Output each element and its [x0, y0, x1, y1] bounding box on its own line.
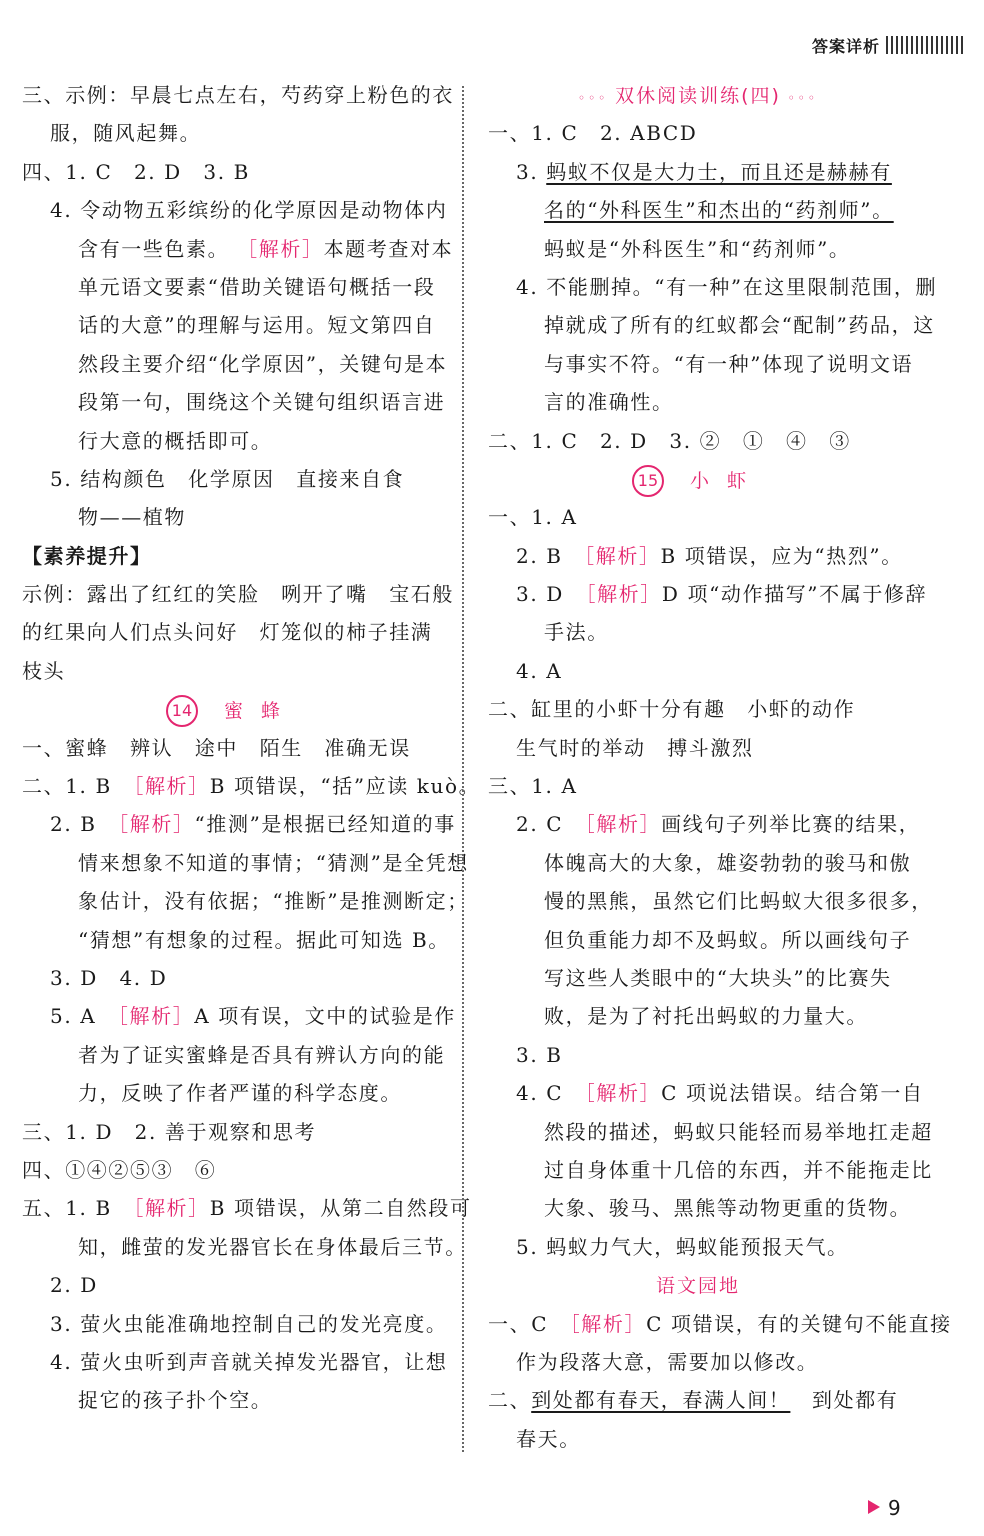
answer-line: 二、1. C 2. D 3. ② ① ④ ③ [488, 428, 851, 453]
answer-line: 3. 萤火虫能准确地控制自己的发光亮度。 [50, 1311, 448, 1336]
answer-line: 服，随风起舞。 [50, 121, 202, 146]
header-label: 答案详析 [811, 37, 880, 56]
answer-line: 四、①④②⑤③ ⑥ [22, 1157, 217, 1182]
answer-line: 生气时的举动 搏斗激烈 [516, 735, 754, 760]
text-segment: 本题考查对本 [323, 236, 454, 261]
answer-line: 情来想象不知道的事情；“猜测”是全凭想 [78, 850, 469, 875]
lesson-title: 蜜蜂 [223, 700, 298, 723]
answer-line: “猜想”有想象的过程。据此可知选 B。 [78, 927, 450, 952]
answer-line: 然段主要介绍“化学原因”，关键句是本 [78, 351, 448, 376]
answer-line: 者为了证实蜜蜂是否具有辨认方向的能 [78, 1042, 446, 1067]
text-segment: 二、 [488, 1388, 532, 1413]
lesson-number-badge: 14 [166, 695, 198, 727]
analysis-tag: ［解析］ [237, 236, 324, 261]
underlined-text: 名的“外科医生”和杰出的“药剂师”。 [544, 198, 894, 223]
answer-line: 大象、骏马、黑熊等动物更重的货物。 [544, 1196, 912, 1221]
text-segment: C 项说法错误。结合第一自 [661, 1081, 924, 1106]
analysis-tag: ［解析］ [133, 1196, 210, 1221]
text-segment: 3. D [516, 582, 586, 607]
answer-line: 行大意的概括即可。 [78, 428, 273, 453]
answer-line [488, 1305, 952, 1343]
answer-line: 春天。 [516, 1426, 581, 1451]
analysis-tag: ［解析］ [584, 543, 661, 568]
answer-line: 但负重能力却不及蚂蚁。所以画线句子 [544, 927, 912, 952]
answer-line [488, 805, 921, 843]
answer-line: 手法。 [544, 620, 609, 645]
section-title [488, 76, 908, 114]
text-segment: 3. [516, 159, 547, 184]
answer-line: 4. 不能删掉。“有一种”在这里限制范围，删 [516, 274, 938, 299]
analysis-tag: ［解析］ [569, 1311, 647, 1336]
dots-decoration: ◦◦◦ [780, 91, 818, 105]
answer-line [488, 1074, 924, 1112]
answer-line: 败，是为了衬托出蚂蚁的力量大。 [544, 1004, 868, 1029]
answer-line: 作为段落大意，需要加以修改。 [516, 1349, 819, 1374]
answer-line [488, 575, 928, 613]
answer-line: 三、1. A [488, 774, 578, 799]
text-segment: 五、1. B [22, 1196, 134, 1221]
right-column [488, 76, 952, 1458]
text-segment: A 项有误，文中的试验是作 [194, 1004, 456, 1029]
subsection-title-text: 语文园地 [655, 1275, 740, 1298]
text-segment: “推测”是根据已经知道的事 [194, 812, 456, 837]
text-segment: 2. C [516, 812, 585, 837]
page-number: 9 [888, 1496, 901, 1520]
answer-line: 5. 蚂蚁力气大，蚂蚁能预报天气。 [516, 1234, 849, 1259]
answer-line: 一、1. C 2. ABCD [488, 121, 698, 146]
answer-line: 3. D 4. D [50, 965, 168, 990]
answer-line: 过自身体重十几倍的东西，并不能拖走比 [544, 1157, 933, 1182]
answer-line: 5. 结构颜色 化学原因 直接来自食 [50, 466, 405, 491]
underlined-text: 蚂蚁不仅是大力士，而且还是赫赫有 [546, 159, 892, 184]
answer-line: 象估计，没有依据；“推断”是推测断定； [78, 889, 469, 914]
header-barcode-decoration [886, 36, 968, 54]
answer-line: 3. B [516, 1042, 563, 1067]
answer-line: 捉它的孩子扑个空。 [78, 1388, 273, 1413]
answer-line: 2. D [50, 1273, 98, 1298]
lesson-heading [22, 690, 442, 728]
text-segment: B 项错误，“括”应读 kuò。 [209, 774, 481, 799]
answer-line: 话的大意”的理解与运用。短文第四自 [78, 313, 436, 338]
subsection-title [488, 1266, 908, 1304]
answer-line: 二、缸里的小虾十分有趣 小虾的动作 [488, 697, 856, 722]
answer-line: 掉就成了所有的红蚁都会“配制”药品，这 [544, 313, 935, 338]
lesson-number-badge: 15 [632, 465, 664, 497]
text-segment: 到处都有 [790, 1388, 899, 1413]
answer-line: 蚂蚁是“外科医生”和“药剂师”。 [544, 236, 851, 261]
lesson-heading [488, 460, 908, 498]
answer-line [488, 153, 908, 191]
answer-line: 言的准确性。 [544, 390, 674, 415]
analysis-tag: ［解析］ [585, 582, 662, 607]
text-segment: C 项错误，有的关键句不能直接 [646, 1311, 952, 1336]
answer-line [22, 230, 454, 268]
text-segment: D 项“动作描写”不属于修辞 [661, 582, 928, 607]
answer-line: 三、示例：早晨七点左右，芍药穿上粉色的衣 [22, 83, 454, 107]
text-segment: B 项错误，应为“热烈”。 [660, 543, 903, 568]
analysis-tag: ［解析］ [584, 1081, 662, 1106]
section-title-text: 双休阅读训练(四) [615, 85, 781, 107]
answer-line: 段第一句，围绕这个关键句组织语言进 [78, 390, 446, 415]
answer-line: 体魄高大的大象，雄姿勃勃的骏马和傲 [544, 850, 912, 875]
analysis-tag: ［解析］ [584, 812, 662, 837]
analysis-tag: ［解析］ [117, 1004, 195, 1029]
text-segment: 2. B [516, 543, 585, 568]
answer-line: 力，反映了作者严谨的科学态度。 [78, 1081, 402, 1106]
answer-line: 枝头 [22, 658, 66, 683]
answer-line [488, 537, 908, 575]
dots-decoration: ◦◦◦ [578, 91, 616, 105]
analysis-tag: ［解析］ [133, 774, 210, 799]
answer-line: 写这些人类眼中的“大块头”的比赛失 [544, 965, 892, 990]
answer-line: 的红果向人们点头问好 灯笼似的柿子挂满 [22, 620, 433, 645]
page-arrow-icon [868, 1500, 880, 1514]
column-divider [462, 86, 464, 1452]
answer-line: 4. 萤火虫听到声音就关掉发光器官，让想 [50, 1349, 448, 1374]
text-segment: 2. B [50, 812, 119, 837]
text-segment: 二、1. B [22, 774, 134, 799]
text-segment: 含有一些色素。 [78, 236, 238, 261]
lesson-title: 小虾 [689, 469, 764, 492]
answer-line: 慢的黑熊，虽然它们比蚂蚁大很多很多， [544, 889, 933, 914]
text-segment: 4. C [516, 1081, 585, 1106]
answer-line: 【素养提升】 [22, 543, 152, 568]
answer-line: 知，雌萤的发光器官长在身体最后三节。 [78, 1234, 467, 1259]
answer-line: 三、1. D 2. 善于观察和思考 [22, 1119, 317, 1144]
underlined-text: 到处都有春天，春满人间！ [531, 1388, 791, 1413]
left-column [22, 76, 481, 1420]
answer-line: 与事实不符。“有一种”体现了说明文语 [544, 351, 914, 376]
answer-line: 4. A [516, 658, 563, 683]
answer-line: 示例：露出了红红的笑脸 咧开了嘴 宝石般 [22, 582, 454, 607]
answer-line: 物——植物 [78, 505, 186, 530]
text-segment: 一、C [488, 1311, 570, 1336]
answer-line [22, 1189, 472, 1227]
text-segment: 5. A [50, 1004, 118, 1029]
answer-line [488, 1381, 908, 1419]
answer-line [22, 805, 456, 843]
answer-line: 单元语文要素“借助关键语句概括一段 [78, 274, 436, 299]
answer-line: 然段的描述，蚂蚁只能轻而易举地扛走超 [544, 1119, 933, 1144]
analysis-tag: ［解析］ [118, 812, 195, 837]
answer-line: 一、1. A [488, 505, 578, 530]
answer-line: 四、1. C 2. D 3. B [22, 159, 250, 184]
text-segment: B 项错误，从第二自然段可 [209, 1196, 472, 1221]
answer-line [488, 191, 908, 229]
answer-line [22, 767, 481, 805]
answer-line: 一、蜜蜂 辨认 途中 陌生 准确无误 [22, 735, 411, 760]
text-segment: 画线句子列举比赛的结果， [661, 812, 921, 837]
answer-line: 4. 令动物五彩缤纷的化学原因是动物体内 [50, 198, 448, 223]
answer-line [22, 997, 456, 1035]
